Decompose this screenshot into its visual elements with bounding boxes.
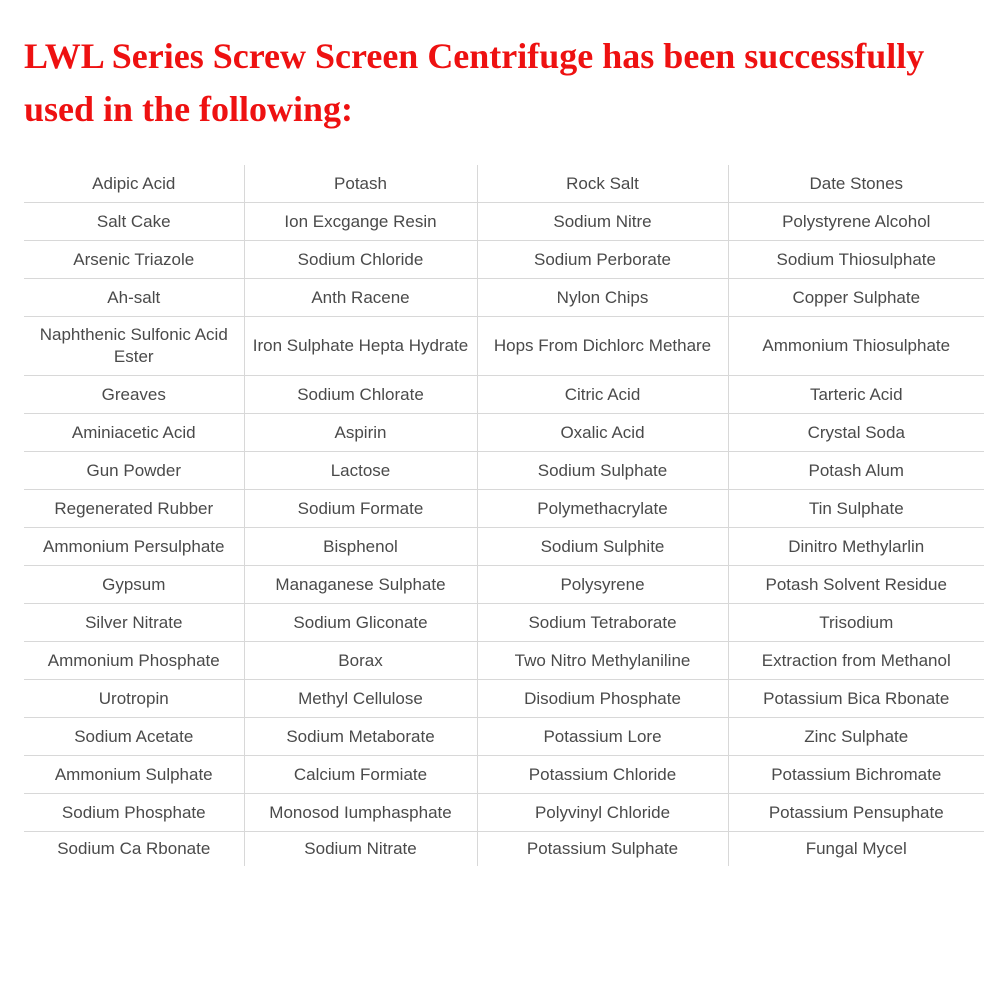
table-cell: Zinc Sulphate [728, 718, 984, 756]
table-cell: Sodium Phosphate [24, 794, 244, 832]
table-cell: Urotropin [24, 680, 244, 718]
table-row [24, 203, 984, 241]
table-cell: Ammonium Persulphate [24, 528, 244, 566]
table-cell: Potash [244, 165, 477, 203]
table-cell: Salt Cake [24, 203, 244, 241]
table-cell: Rock Salt [477, 165, 728, 203]
table-cell: Date Stones [728, 165, 984, 203]
table-cell: Sodium Sulphate [477, 452, 728, 490]
table-cell: Methyl Cellulose [244, 680, 477, 718]
table-cell: Citric Acid [477, 376, 728, 414]
table-cell: Ion Excgange Resin [244, 203, 477, 241]
table-cell: Monosod Iumphasphate [244, 794, 477, 832]
table-row [24, 241, 984, 279]
table-cell: Oxalic Acid [477, 414, 728, 452]
table-cell: Tin Sulphate [728, 490, 984, 528]
table-cell: Potassium Chloride [477, 756, 728, 794]
table-cell: Extraction from Methanol [728, 642, 984, 680]
table-row [24, 604, 984, 642]
table-cell: Bisphenol [244, 528, 477, 566]
table-cell: Iron Sulphate Hepta Hydrate [244, 317, 477, 376]
table-cell: Adipic Acid [24, 165, 244, 203]
table-cell: Fungal Mycel [728, 832, 984, 867]
table-row [24, 376, 984, 414]
table-cell: Trisodium [728, 604, 984, 642]
table-cell: Polysyrene [477, 566, 728, 604]
page-title: LWL Series Screw Screen Centrifuge has been successfully used in the following: [24, 36, 925, 129]
table-cell: Ammonium Thiosulphate [728, 317, 984, 376]
table-cell: Dinitro Methylarlin [728, 528, 984, 566]
table-cell: Sodium Acetate [24, 718, 244, 756]
table-cell: Potassium Pensuphate [728, 794, 984, 832]
applications-table [24, 165, 984, 866]
table-cell: Ammonium Phosphate [24, 642, 244, 680]
table-cell: Crystal Soda [728, 414, 984, 452]
table-cell: Aminiacetic Acid [24, 414, 244, 452]
table-cell: Calcium Formiate [244, 756, 477, 794]
table-row [24, 832, 984, 867]
table-cell: Gun Powder [24, 452, 244, 490]
table-row [24, 317, 984, 376]
table-cell: Potassium Lore [477, 718, 728, 756]
table-cell: Potassium Sulphate [477, 832, 728, 867]
table-cell: Sodium Tetraborate [477, 604, 728, 642]
table-cell: Regenerated Rubber [24, 490, 244, 528]
table-cell: Sodium Chloride [244, 241, 477, 279]
table-cell: Potash Solvent Residue [728, 566, 984, 604]
table-cell: Polymethacrylate [477, 490, 728, 528]
table-cell: Sodium Chlorate [244, 376, 477, 414]
table-cell: Sodium Perborate [477, 241, 728, 279]
table-cell: Ammonium Sulphate [24, 756, 244, 794]
table-cell: Sodium Sulphite [477, 528, 728, 566]
table-cell: Sodium Nitre [477, 203, 728, 241]
table-cell: Aspirin [244, 414, 477, 452]
table-cell: Hops From Dichlorc Methare [477, 317, 728, 376]
table-cell: Sodium Ca Rbonate [57, 839, 211, 858]
table-row [24, 566, 984, 604]
table-cell: Sodium Metaborate [244, 718, 477, 756]
table-cell: Copper Sulphate [728, 279, 984, 317]
table-cell: Disodium Phosphate [477, 680, 728, 718]
table-cell: Potassium Bica Rbonate [728, 680, 984, 718]
table-cell: Potash Alum [728, 452, 984, 490]
table-cell: Silver Nitrate [24, 604, 244, 642]
table-cell: Arsenic Triazole [24, 241, 244, 279]
table-cell: Potassium Bichromate [728, 756, 984, 794]
table-row [24, 414, 984, 452]
table-cell: Sodium Thiosulphate [728, 241, 984, 279]
table-cell: Sodium Gliconate [244, 604, 477, 642]
table-cell: Polyvinyl Chloride [477, 794, 728, 832]
table-cell: Two Nitro Methylaniline [477, 642, 728, 680]
table-cell: Nylon Chips [477, 279, 728, 317]
table-cell: Managanese Sulphate [244, 566, 477, 604]
table-cell: Sodium Nitrate [244, 832, 477, 867]
table-row [24, 165, 984, 203]
table-row [24, 642, 984, 680]
table-cell: Borax [244, 642, 477, 680]
table-cell: Sodium Formate [244, 490, 477, 528]
table-row [24, 680, 984, 718]
table-row [24, 452, 984, 490]
table-cell: Anth Racene [244, 279, 477, 317]
table-cell: Naphthenic Sulfonic Acid Ester [24, 317, 244, 376]
table-row [24, 794, 984, 832]
table-cell: Gypsum [24, 566, 244, 604]
table-cell: Polystyrene Alcohol [728, 203, 984, 241]
table-row [24, 756, 984, 794]
table-row [24, 490, 984, 528]
table-cell: Ah-salt [24, 279, 244, 317]
table-row [24, 528, 984, 566]
table-cell: Tarteric Acid [728, 376, 984, 414]
table-cell: Greaves [24, 376, 244, 414]
table-row [24, 718, 984, 756]
table-cell: Lactose [244, 452, 477, 490]
table-row [24, 279, 984, 317]
